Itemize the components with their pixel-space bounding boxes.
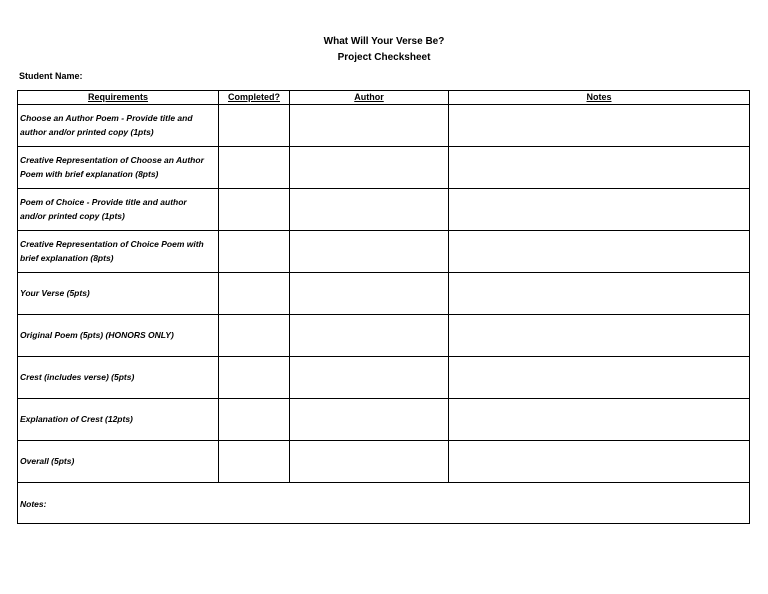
table-row [18,273,750,315]
requirement-cell [18,273,219,315]
requirement-cell [18,441,219,483]
column-header-author: Author [290,91,449,105]
completed-cell[interactable] [219,231,290,273]
notes-label: Notes: [20,499,47,509]
requirement-cell [18,315,219,357]
requirement-cell [18,105,219,147]
column-header-completed: Completed? [219,91,290,105]
table-header-row [18,91,750,105]
checksheet-table [17,90,750,524]
table-row [18,231,750,273]
notes-cell[interactable] [449,399,750,441]
table-row [18,399,750,441]
notes-row [18,483,750,524]
completed-cell[interactable] [219,189,290,231]
requirement-cell [18,357,219,399]
author-cell[interactable] [290,315,449,357]
requirement-text: Choose an Author Poem - Provide title and author and/or printed copy (1pts) [20,113,193,137]
requirement-text: Original Poem (5pts) (HONORS ONLY) [20,329,174,340]
notes-cell[interactable] [449,273,750,315]
requirement-cell [18,399,219,441]
requirement-cell [18,189,219,231]
requirement-cell [18,231,219,273]
completed-cell[interactable] [219,441,290,483]
author-cell[interactable] [290,357,449,399]
notes-cell[interactable] [449,105,750,147]
document-subtitle: Project Checksheet [337,52,431,63]
table-row [18,189,750,231]
requirement-text: Overall (5pts) [20,455,75,466]
author-cell[interactable] [290,231,449,273]
requirement-text: Poem of Choice - Provide title and author and/or printed copy (1pts) [20,197,187,221]
column-header-requirements: Requirements [18,91,219,105]
requirement-cell [18,147,219,189]
author-cell[interactable] [290,399,449,441]
completed-cell[interactable] [219,357,290,399]
completed-cell[interactable] [219,273,290,315]
completed-cell[interactable] [219,399,290,441]
column-header-notes: Notes [449,91,750,105]
requirement-text: Crest (includes verse) (5pts) [20,371,135,382]
notes-cell[interactable] [449,189,750,231]
author-cell[interactable] [290,105,449,147]
student-name-label: Student Name: [19,71,83,81]
table-row [18,315,750,357]
author-cell[interactable] [290,273,449,315]
table-row [18,357,750,399]
document-title: What Will Your Verse Be? [323,36,445,47]
notes-cell[interactable] [449,441,750,483]
completed-cell[interactable] [219,105,290,147]
notes-cell[interactable] [449,147,750,189]
author-cell[interactable] [290,189,449,231]
notes-field[interactable] [18,483,750,524]
requirement-text: Your Verse (5pts) [20,287,90,298]
table-row [18,105,750,147]
notes-cell[interactable] [449,315,750,357]
completed-cell[interactable] [219,147,290,189]
table-row [18,441,750,483]
completed-cell[interactable] [219,315,290,357]
requirement-text: Creative Representation of Choose an Author Poem with brief explanation (8pts) [20,155,204,179]
author-cell[interactable] [290,147,449,189]
notes-cell[interactable] [449,357,750,399]
table-row [18,147,750,189]
notes-cell[interactable] [449,231,750,273]
author-cell[interactable] [290,441,449,483]
requirement-text: Creative Representation of Choice Poem with brief explanation (8pts) [20,239,204,263]
requirement-text: Explanation of Crest (12pts) [20,413,133,424]
